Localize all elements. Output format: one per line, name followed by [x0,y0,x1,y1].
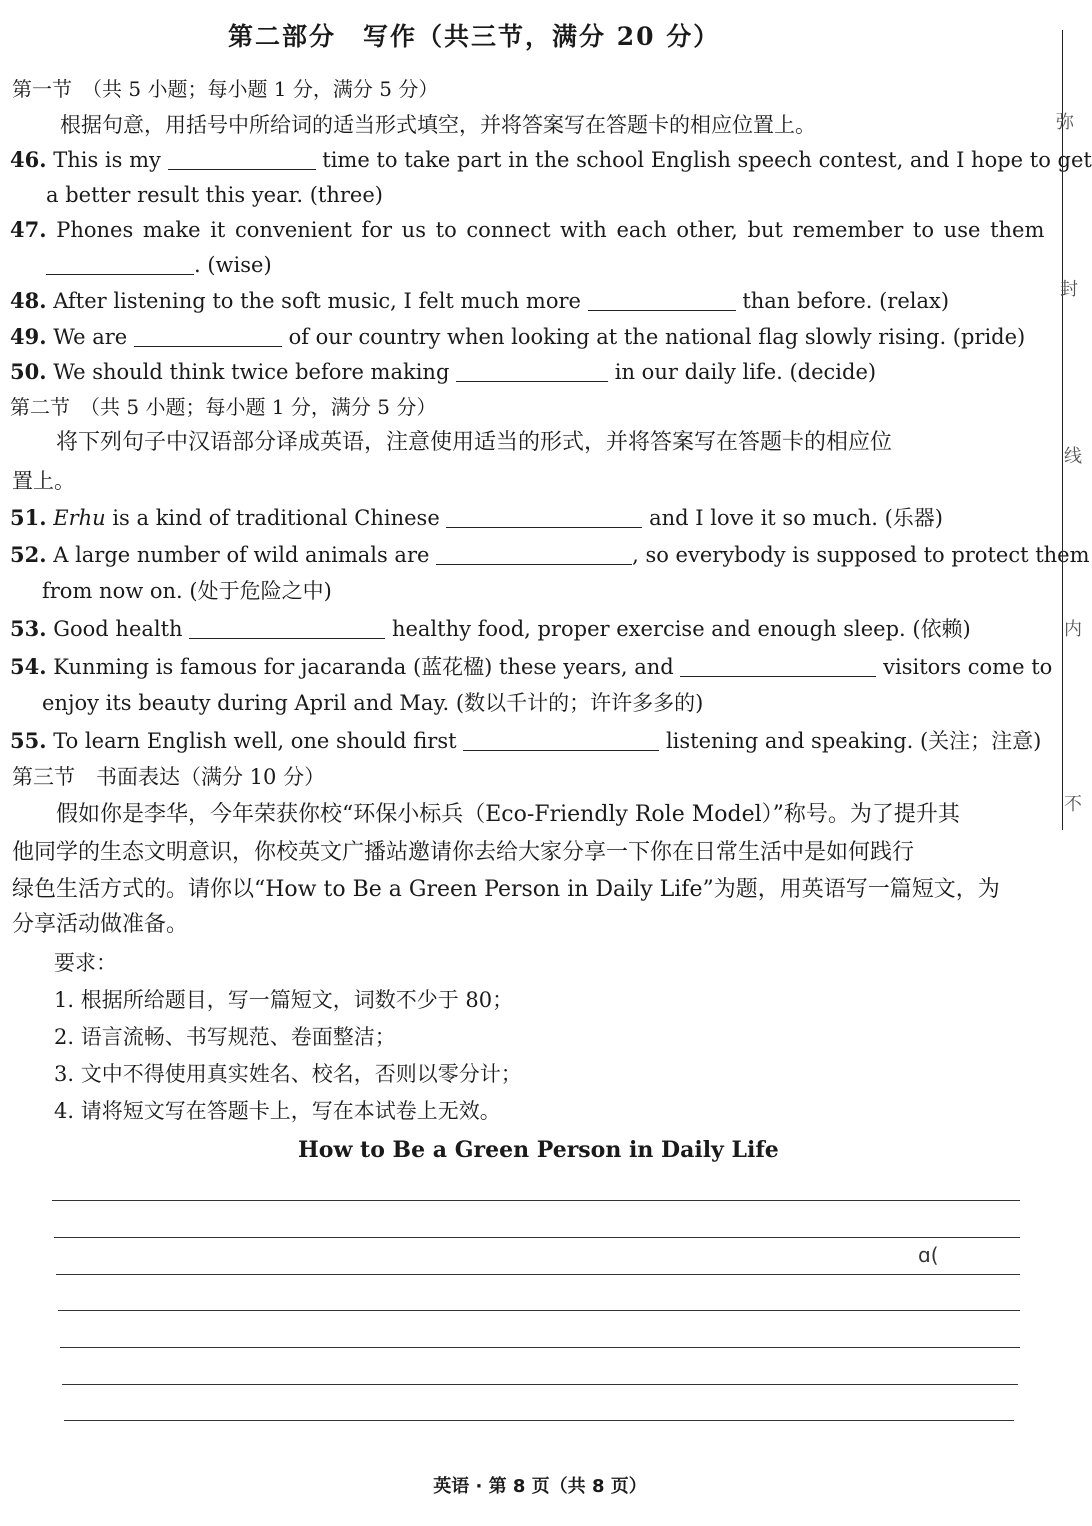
question-number: 54. [10,654,47,679]
writing-line [58,1310,1020,1311]
writing-line [62,1384,1018,1385]
section2-title: 第二节 （共 5 小题；每小题 1 分，满分 5 分） [10,395,437,419]
writing-line [52,1200,1020,1201]
question-50 [10,357,876,387]
answer-blank [456,363,608,382]
question-48 [10,286,949,316]
question-number: 51. [10,505,47,530]
seal-char: 线 [1064,446,1082,467]
question-number: 47. [10,217,47,242]
writing-line [54,1237,1020,1238]
question-text: visitors come to [883,655,1053,679]
question-52-cont: from now on. (处于危险之中) [42,579,332,603]
question-text: , so everybody is supposed to protect them [632,543,1090,567]
question-text: Erhu [53,506,106,530]
seal-char: 内 [1064,619,1082,640]
requirements-title: 要求： [54,951,117,975]
question-text: of our country when looking at the national flag slowly rising. (pride) [288,325,1026,349]
section2-instruction: 将下列句子中汉语部分译成英语，注意使用适当的形式，并将答案写在答题卡的相应位 [56,430,893,455]
question-text: After listening to the soft music, I felt much more [53,289,581,313]
question-text: We should think twice before making [53,360,450,384]
answer-blank [436,546,632,565]
question-52 [10,540,1090,570]
section1-instruction: 根据句意，用括号中所给词的适当形式填空，并将答案写在答题卡的相应位置上。 [60,113,816,137]
question-text: . (wise) [194,253,272,277]
requirement-item: 1. 根据所给题目，写一篇短文，词数不少于 80； [54,988,514,1012]
question-text: is a kind of traditional Chinese [112,506,440,530]
handwritten-mark: ɑ( [918,1243,939,1267]
answer-blank [588,292,736,311]
writing-line [64,1420,1014,1421]
question-text: time to take part in the school English speech contest, and I hope to get [322,148,1092,172]
question-text: Kunming is famous for jacaranda (蓝花楹) these years, and [53,655,674,679]
writing-line [56,1274,1020,1275]
answer-blank [680,658,876,677]
question-text: in our daily life. (decide) [614,360,877,384]
question-text: healthy food, proper exercise and enough sleep. (依赖) [391,617,971,641]
answer-blank [463,732,659,751]
question-text: and I love it so much. (乐器) [649,506,943,530]
question-number: 46. [10,147,47,172]
section3-paragraph: 他同学的生态文明意识，你校英文广播站邀请你去给大家分享一下你在日常生活中是如何践行 [12,840,915,865]
question-text: To learn English well, one should first [53,729,457,753]
section3-paragraph: 绿色生活方式的。请你以“How to Be a Green Person in Daily Life”为题，用英语写一篇短文，为 [12,877,1000,902]
question-text: We are [53,325,128,349]
question-text: Phones make it convenient for us to connect with each other, but remember to use them [56,218,1045,242]
question-number: 55. [10,728,47,753]
question-number: 52. [10,542,47,567]
question-46 [10,145,1092,175]
question-text: than before. (relax) [742,289,950,313]
answer-blank [168,151,316,170]
question-text: This is my [53,148,161,172]
question-number: 53. [10,616,47,641]
question-number: 49. [10,324,47,349]
question-49 [10,322,1025,352]
essay-title: How to Be a Green Person in Daily Life [298,1137,779,1163]
question-55 [10,726,1041,756]
answer-blank [134,328,282,347]
seal-char: 不 [1064,794,1082,815]
question-47 [10,215,1044,245]
answer-blank [446,509,642,528]
section1-title: 第一节 （共 5 小题；每小题 1 分，满分 5 分） [12,77,439,101]
question-number: 48. [10,288,47,313]
answer-blank [189,620,385,639]
requirement-item: 4. 请将短文写在答题卡上，写在本试卷上无效。 [54,1099,501,1123]
question-46-cont: a better result this year. (three) [46,183,383,207]
seal-line [1062,30,1063,830]
section3-paragraph: 假如你是李华，今年荣获你校“环保小标兵（Eco-Friendly Role Model）”称号。为了提升其 [56,802,960,827]
section3-paragraph: 分享活动做准备。 [12,912,189,937]
question-54-cont: enjoy its beauty during April and May. (数以千计的；许许多多的) [42,691,704,715]
question-number: 50. [10,359,47,384]
requirement-item: 2. 语言流畅、书写规范、卷面整洁； [54,1025,396,1049]
section2-instruction-cont: 置上。 [12,469,75,493]
section3-title: 第三节 书面表达（满分 10 分） [12,765,326,789]
page-footer: 英语 · 第 8 页（共 8 页） [433,1476,647,1497]
answer-blank [46,256,194,275]
question-text: Good health [53,617,183,641]
seal-char: 封 [1060,279,1078,300]
question-54 [10,652,1052,682]
part-header: 第二部分 写作（共三节，满分 20 分） [228,22,721,51]
requirement-item: 3. 文中不得使用真实姓名、校名，否则以零分计； [54,1062,522,1086]
question-53 [10,614,971,644]
question-51 [10,503,943,533]
question-text: A large number of wild animals are [53,543,430,567]
question-text: listening and speaking. (关注；注意) [665,729,1042,753]
seal-char: 弥 [1056,112,1074,133]
question-47-cont [46,250,272,280]
writing-line [60,1347,1020,1348]
